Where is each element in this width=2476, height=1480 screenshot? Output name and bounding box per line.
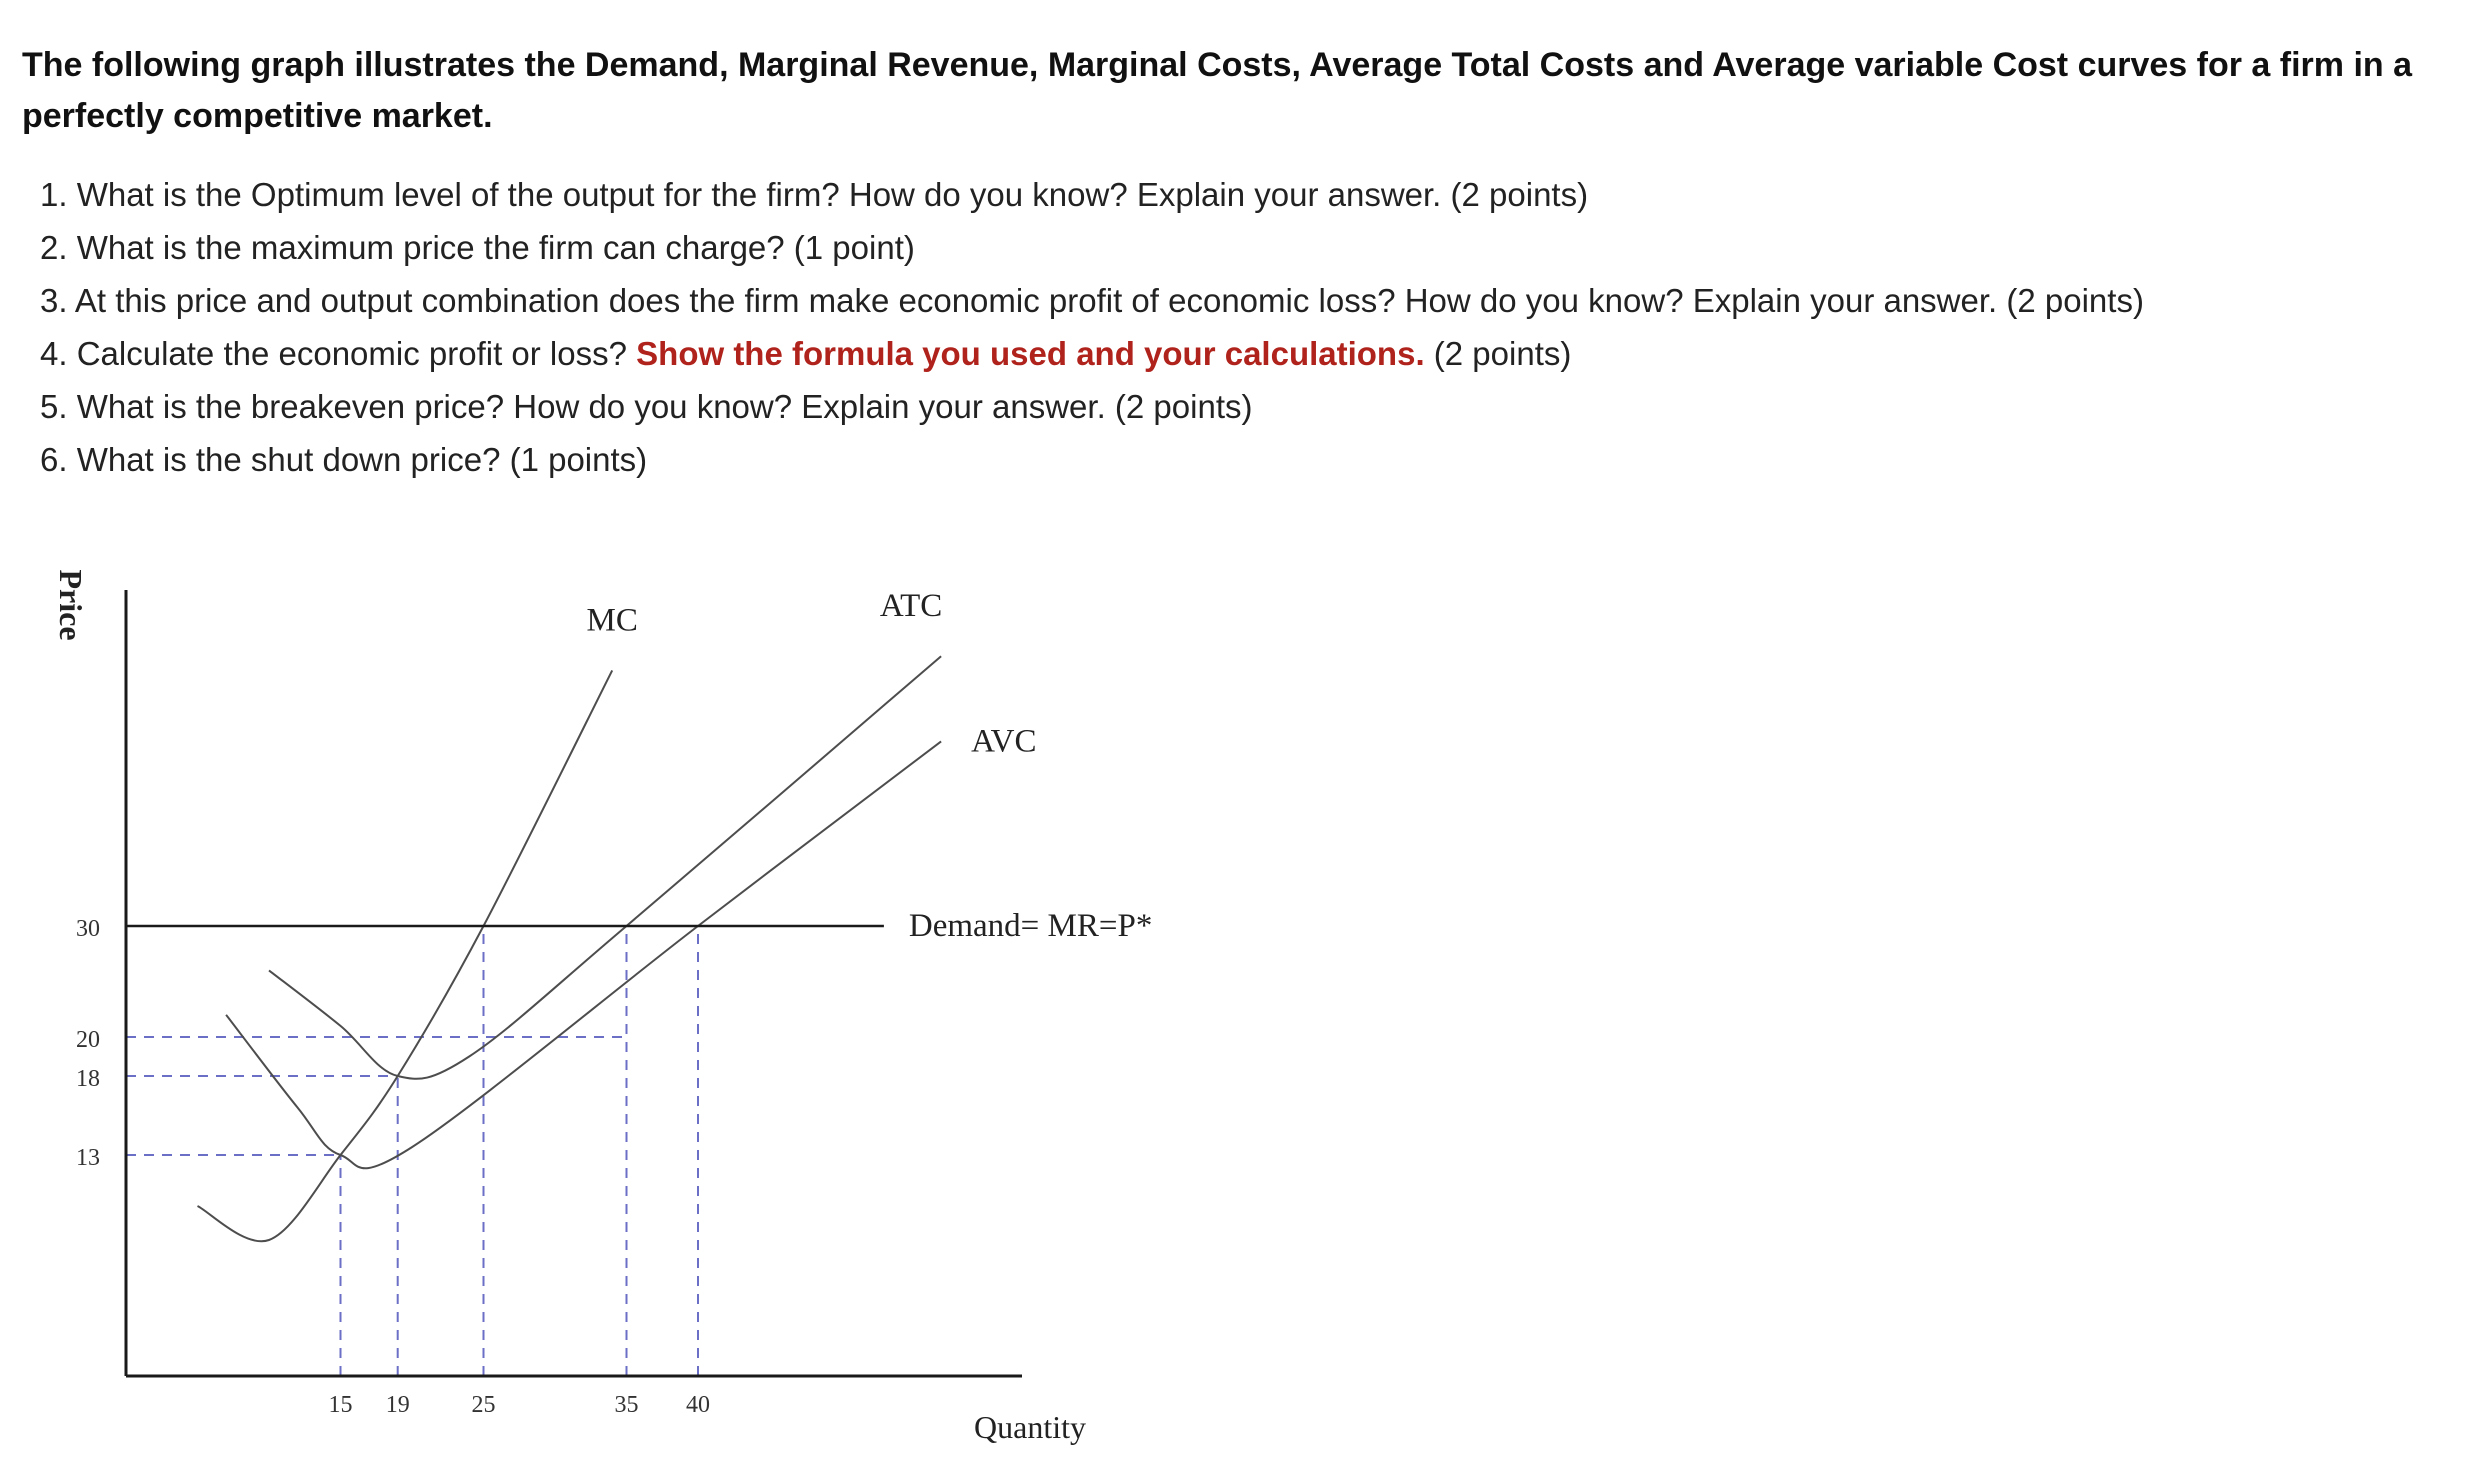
question-4 xyxy=(40,327,2144,380)
question-text: What is the shut down price? (1 points) xyxy=(76,441,648,478)
x-axis-label: Quantity xyxy=(974,1409,1086,1445)
question-text: What is the breakeven price? How do you know? Explain your answer. (2 points) xyxy=(76,388,1253,425)
cost-curves-chart xyxy=(0,520,1200,1460)
question-suffix: (2 points) xyxy=(1433,335,1572,372)
avc-curve xyxy=(226,741,941,1168)
demand-mr-p-label: Demand= MR=P* xyxy=(908,908,1153,944)
y-tick-label: 18 xyxy=(76,1066,100,1092)
axes xyxy=(126,590,1022,1376)
x-tick-label: 40 xyxy=(686,1392,710,1418)
intro-text: The following graph illustrates the Demand, Marginal Revenue, Marginal Costs, Average Total Costs and Average variable Cost curves for a firm in a perfectly competitive market. xyxy=(22,46,2413,135)
question-text: Calculate the economic profit or loss? xyxy=(76,335,627,372)
question-number: 1. xyxy=(40,176,68,213)
curves xyxy=(126,656,941,1241)
question-number: 5. xyxy=(40,388,68,425)
y-tick-label: 13 xyxy=(76,1145,100,1171)
question-3 xyxy=(40,274,2144,327)
question-1 xyxy=(40,168,2144,221)
x-tick-label: 15 xyxy=(328,1392,353,1418)
avc-label: AVC xyxy=(971,723,1037,760)
curve-labels xyxy=(587,588,1153,944)
question-text: At this price and output combination does the firm make economic profit of economic loss? How do you know? Explain your answer. (2 points) xyxy=(74,282,2144,319)
question-5 xyxy=(40,380,2144,433)
x-tick-label: 19 xyxy=(385,1392,410,1418)
mc-label: MC xyxy=(586,602,638,639)
question-number: 4. xyxy=(40,335,68,372)
question-number: 3. xyxy=(40,282,68,319)
y-axis-label: Price xyxy=(53,569,89,641)
question-number: 6. xyxy=(40,441,68,478)
y-tick-label: 20 xyxy=(76,1027,100,1053)
question-number: 2. xyxy=(40,229,68,266)
atc-curve xyxy=(269,656,941,1079)
atc-label: ATC xyxy=(879,588,943,625)
x-tick-label: 25 xyxy=(471,1392,496,1418)
question-emphasis: Show the formula you used and your calculations. xyxy=(636,335,1425,372)
question-list xyxy=(40,168,2144,486)
question-6 xyxy=(40,433,2144,486)
x-tick-label: 35 xyxy=(614,1392,639,1418)
question-text: What is the Optimum level of the output for the firm? How do you know? Explain your answer. (2 points) xyxy=(76,176,1589,213)
question-text: What is the maximum price the firm can charge? (1 point) xyxy=(76,229,915,266)
question-2 xyxy=(40,221,2144,274)
y-tick-label: 30 xyxy=(76,916,100,942)
